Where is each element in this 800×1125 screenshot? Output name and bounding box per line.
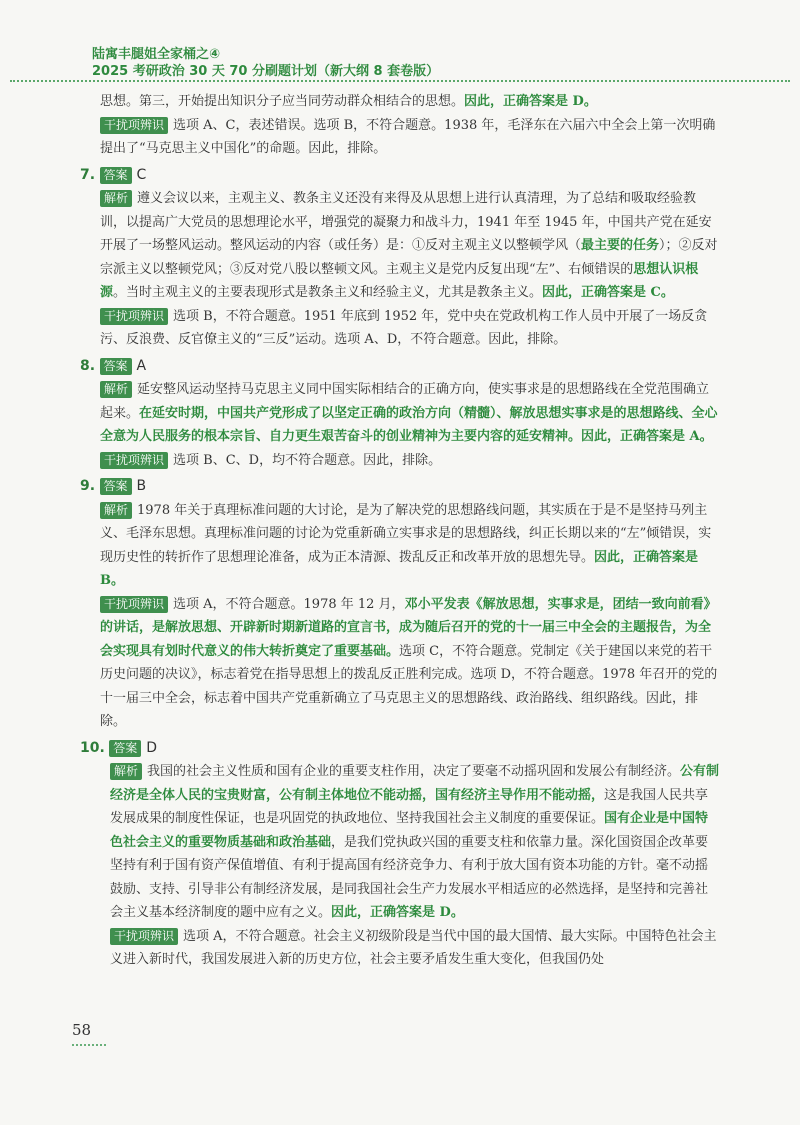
question-9: 9. 答案 B [80, 478, 147, 494]
distractor-tag: 干扰项辨识 [100, 117, 168, 134]
q8-analysis: 解析 延安整风运动坚持马克思主义同中国实际相结合的正确方向，使实事求是的思想路线在全党范围确立起来。在延安时期，中国共产党形成了以坚定正确的政治方向（精髓）、解放思想实事求是的思想路线、全心全意为人民服务的根本宗旨、自力更生艰苦奋斗的创业精神为主要内容的延安精神。因此，正确答案是 A。 [100, 382, 718, 444]
page-number: 58 [72, 1021, 92, 1039]
intro-distractor: 干扰项辨识 选项 A、C，表述错误。选项 B，不符合题意。1938 年，毛泽东在六届六中全会上第一次明确提出了“马克思主义中国化”的命题。因此，排除。 [100, 117, 716, 156]
answer-tag: 答案 [100, 167, 132, 184]
answer-tag: 答案 [100, 478, 132, 495]
q7-analysis: 解析 遵义会议以来，主观主义、教条主义还没有来得及从思想上进行认真清理，为了总结和吸取经验教训，以提高广大党员的思想理论水平，增强党的凝聚力和战斗力，1941 年至 1945 年，中国共产党在延安开展了一场整风运动。整风运动的内容（或任务）是：①反对主观主义以整顿学风（最主要的任务）；②反对宗派主义以整顿党风；③反对党八股以整顿文风。主观主义是党内反复出现“左”、右倾错误的思想认识根源。当时主观主义的主要表现形式是教条主义和经验主义，尤其是教条主义。因此，正确答案是 C。 [100, 191, 718, 300]
q8-distractor: 干扰项辨识 选项 B、C、D，均不符合题意。因此，排除。 [100, 449, 720, 473]
q9-distractor: 干扰项辨识 选项 A，不符合题意。1978 年 12 月，邓小平发表《解放思想，实事求是，团结一致向前看》的讲话，是解放思想、开辟新时期新道路的宣言书，成为随后召开的党的十一届三中全会的主题报告，为全会实现具有划时代意义的伟大转折奠定了重要基础。选项 C，不符合题意。党制定《关于建国以来党的若干历史问题的决议》，标志着党在指导思想上的拨乱反正胜利完成。选项 D，不符合题意。1978 年召开的党的十一届三中全会，标志着中国共产党重新确立了马克思主义的思想路线、政治路线、组织路线。因此，排除。 [100, 596, 718, 729]
page-header [92, 46, 752, 80]
distractor-tag: 干扰项辨识 [100, 596, 168, 613]
book-title: 2025 考研政治 30 天 70 分刷题计划（新大纲 8 套卷版） [92, 64, 440, 79]
answer-tag: 答案 [109, 740, 141, 757]
series-title: 陆寓丰腿姐全家桶之④ [92, 47, 221, 62]
analysis-tag: 解析 [100, 502, 132, 519]
question-10: 10. 答案 D [80, 739, 158, 756]
answer-tag: 答案 [100, 358, 132, 375]
q7-distractor: 干扰项辨识 选项 B，不符合题意。1951 年底到 1952 年，党中央在党政机构工作人员中开展了一场反贪污、反浪费、反官僚主义的“三反”运动。选项 A、D，不符合题意。因此，排除。 [100, 308, 708, 347]
page-content [80, 90, 720, 972]
q10-distractor: 干扰项辨识 选项 A，不符合题意。社会主义初级阶段是当代中国的最大国情、最大实际。中国特色社会主义进入新时代，我国发展进入新的历史方位，社会主要矛盾发生重大变化，但我国仍处 [110, 928, 717, 967]
analysis-tag: 解析 [100, 381, 132, 398]
distractor-tag: 干扰项辨识 [100, 452, 168, 469]
analysis-tag: 解析 [100, 190, 132, 207]
q9-analysis: 解析 1978 年关于真理标准问题的大讨论，是为了解决党的思想路线问题，其实质在于是不是坚持马列主义、毛泽东思想。真理标准问题的讨论为党重新确立实事求是的思想路线，纠正长期以来的“左”倾错误，实现历史性的转折作了思想理论准备，成为正本清源、拨乱反正和改革开放的思想先导。因此，正确答案是 B。 [100, 502, 712, 588]
question-8: 8. 答案 A [80, 357, 147, 374]
analysis-tag: 解析 [110, 763, 142, 780]
question-7: 7. 答案 C [80, 166, 147, 183]
q10-analysis: 解析 我国的社会主义性质和国有企业的重要支柱作用，决定了要毫不动摇巩固和发展公有制经济。公有制经济是全体人民的宝贵财富，公有制主体地位不能动摇，国有经济主导作用不能动摇，这是我国人民共享发展成果的制度性保证，也是巩固党的执政地位、坚持我国社会主义制度的重要保证。国有企业是中国特色社会主义的重要物质基础和政治基础，是我们党执政兴国的重要支柱和依靠力量。深化国资国企改革要坚持有利于国有资产保值增值、有利于提高国有经济竞争力、有利于放大国有资本功能的方针。毫不动摇鼓励、支持、引导非公有制经济发展，是同我国社会生产力发展水平相适应的必然选择，是坚持和完善社会主义基本经济制度的题中应有之义。因此，正确答案是 D。 [110, 764, 720, 920]
distractor-tag: 干扰项辨识 [100, 308, 168, 325]
page-number-underline [72, 1044, 106, 1046]
header-divider [10, 80, 790, 82]
intro-analysis: 思想。第三，开始提出知识分子应当同劳动群众相结合的思想。因此，正确答案是 D。 [100, 94, 597, 109]
distractor-tag: 干扰项辨识 [110, 928, 178, 945]
